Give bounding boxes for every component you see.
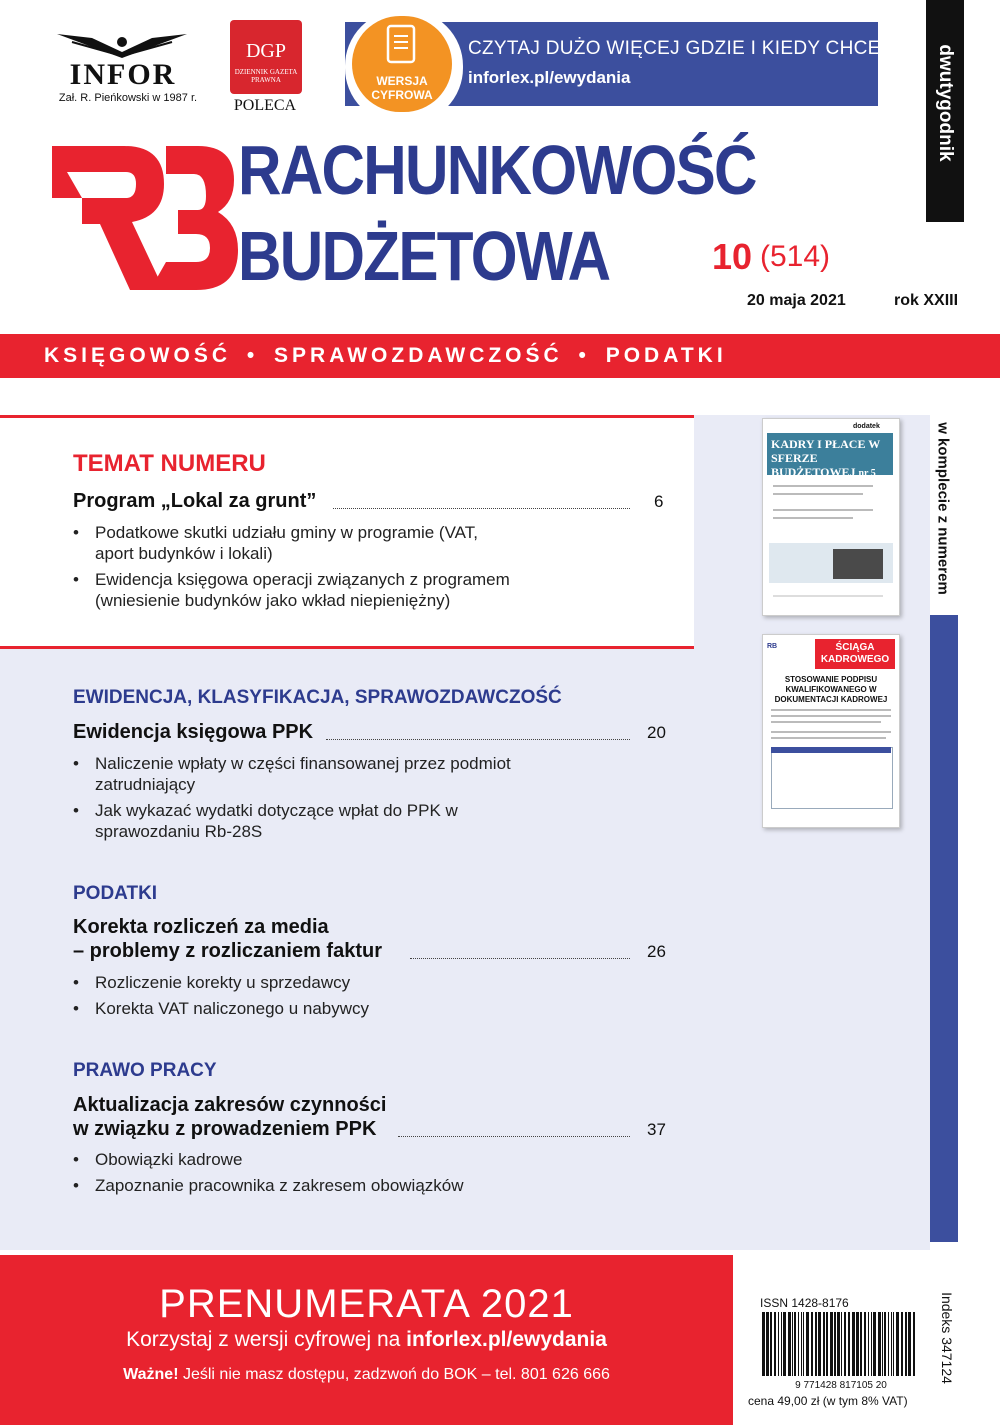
- barcode-bar: [882, 1312, 883, 1376]
- section-heading: PRAWO PRACY: [73, 1060, 217, 1081]
- thumb2-masthead: RB: [767, 643, 778, 650]
- magazine-title-line1: RACHUNKOWOŚĆ: [238, 131, 756, 209]
- barcode-bar: [798, 1312, 799, 1376]
- list-item: • Zapoznanie pracownika z zakresem obowiązków: [95, 1175, 575, 1196]
- page-number: 26: [647, 942, 666, 961]
- barcode-bar: [864, 1312, 866, 1376]
- supplement-promo-screen: [833, 549, 883, 579]
- article-title[interactable]: Ewidencja księgowa PPK: [73, 721, 314, 743]
- issn: ISSN 1428-8176: [760, 1296, 849, 1310]
- subscription-digital-prefix: Korzystaj z wersji cyfrowej na: [126, 1328, 407, 1351]
- barcode-bar: [891, 1312, 892, 1376]
- barcode-bar: [893, 1312, 894, 1376]
- toc-leader: [326, 739, 630, 740]
- supplement-thumbnail-sciaga[interactable]: [762, 634, 900, 828]
- frequency-label: dwutygodnik: [935, 44, 956, 162]
- barcode-bar: [868, 1312, 869, 1376]
- issue-year: rok XXIII: [894, 292, 959, 309]
- dgp-poleca: POLECA: [233, 97, 297, 114]
- supplement-title-text: KADRY I PŁACE W SFERZE BUDŻETOWEJ: [771, 437, 881, 479]
- section-heading: EWIDENCJA, KLASYFIKACJA, SPRAWOZDAWCZOŚĆ: [73, 687, 562, 708]
- supplement-table: [771, 747, 893, 809]
- toc-leader: [398, 1136, 630, 1137]
- barcode-bar: [860, 1312, 862, 1376]
- list-item: • Jak wykazać wydatki dotyczące wpłat do PPK w sprawozdaniu Rb-28S: [95, 800, 495, 842]
- barcode-bar: [841, 1312, 842, 1376]
- barcode-bar: [878, 1312, 881, 1376]
- barcode-bar: [794, 1312, 796, 1376]
- barcode: [760, 1312, 922, 1390]
- barcode-bar: [844, 1312, 846, 1376]
- price: cena 49,00 zł (w tym 8% VAT): [748, 1394, 908, 1408]
- subscription-note-text: Jeśli nie masz dostępu, zadzwoń do BOK – tel. 801 626 666: [178, 1366, 610, 1383]
- barcode-bar: [873, 1312, 876, 1376]
- toc-leader: [410, 958, 630, 959]
- barcode-bar: [901, 1312, 903, 1376]
- subscription-note-label: Ważne!: [123, 1366, 179, 1383]
- subscription-title: PRENUMERATA 2021: [159, 1282, 574, 1326]
- digital-badge-label: WERSJA CYFROWA: [371, 74, 433, 102]
- dgp-badge: [230, 20, 302, 94]
- index-number: Indeks 347124: [939, 1292, 955, 1384]
- barcode-bar: [781, 1312, 782, 1376]
- toc-leader: [333, 508, 630, 509]
- rb-logo-icon: [46, 140, 241, 300]
- issue-total: (514): [760, 240, 831, 273]
- list-item: • Ewidencja księgowa operacji związanych z programem (wniesienie budynków jako wkład niepieniężny): [95, 569, 575, 611]
- barcode-bar: [852, 1312, 855, 1376]
- list-item: • Podatkowe skutki udziału gminy w programie (VAT, aport budynków i lokali): [95, 522, 515, 564]
- subscription-digital: [0, 1328, 733, 1352]
- topics-text: KSIĘGOWOŚĆ • SPRAWOZDAWCZOŚĆ • PODATKI: [44, 344, 727, 367]
- barcode-bar: [792, 1312, 793, 1376]
- dgp-name: DZIENNIK GAZETA PRAWNA: [234, 68, 298, 84]
- barcode-bar: [811, 1312, 813, 1376]
- supplement-table-header: [771, 747, 891, 753]
- tablet-icon: [384, 24, 418, 64]
- supplement-thumbnail-kadry[interactable]: [762, 418, 900, 616]
- section-heading: TEMAT NUMERU: [73, 450, 266, 477]
- page-number: 6: [654, 492, 664, 511]
- section-heading: PODATKI: [73, 883, 158, 904]
- supplement-label: w komplecie z numerem: [934, 422, 952, 595]
- issue-number: 10: [712, 236, 753, 277]
- list-item: • Korekta VAT naliczonego u nabywcy: [95, 998, 495, 1019]
- barcode-bar: [913, 1312, 915, 1376]
- list-item: • Naliczenie wpłaty w części finansowanej przez podmiot zatrudniający: [95, 753, 585, 795]
- issue-date: 20 maja 2021: [747, 292, 846, 309]
- list-item: • Rozliczenie korekty u sprzedawcy: [95, 972, 495, 993]
- subscription-digital-link[interactable]: inforlex.pl/ewydania: [406, 1328, 607, 1351]
- article-title-line2[interactable]: – problemy z rozliczaniem faktur: [73, 940, 382, 962]
- barcode-bar: [908, 1312, 911, 1376]
- barcode-bar: [896, 1312, 899, 1376]
- infor-logo-text: INFOR: [69, 58, 177, 91]
- article-title-line1[interactable]: Korekta rozliczeń za media: [73, 916, 329, 938]
- article-title-line1[interactable]: Aktualizacja zakresów czynności: [73, 1094, 387, 1116]
- barcode-bar: [884, 1312, 886, 1376]
- barcode-bar: [778, 1312, 779, 1376]
- barcode-bar: [823, 1312, 825, 1376]
- barcode-digits: 9 771428 817105 20: [795, 1380, 887, 1390]
- barcode-bar: [834, 1312, 836, 1376]
- subscription-note: [0, 1366, 733, 1384]
- page-number: 37: [647, 1120, 666, 1139]
- barcode-bar: [783, 1312, 786, 1376]
- digital-headline: CZYTAJ DUŻO WIĘCEJ GDZIE I KIEDY CHCESZ: [468, 38, 906, 59]
- dgp-mark: DGP: [245, 40, 286, 62]
- barcode-bar: [770, 1312, 772, 1376]
- barcode-bar: [806, 1312, 809, 1376]
- barcode-bar: [848, 1312, 850, 1376]
- supplement-badge: ŚCIĄGA KADROWEGO: [815, 639, 895, 669]
- digital-link[interactable]: inforlex.pl/ewydania: [468, 68, 631, 87]
- magazine-title-line2: BUDŻETOWA: [238, 217, 610, 295]
- barcode-bar: [766, 1312, 769, 1376]
- supplement-title: STOSOWANIE PODPISU KWALIFIKOWANEGO W DOKUMENTACJI KADROWEJ: [774, 675, 888, 704]
- barcode-bar: [774, 1312, 776, 1376]
- barcode-bar: [830, 1312, 833, 1376]
- infor-subtitle: Zał. R. Pieńkowski w 1987 r.: [58, 92, 198, 104]
- article-title[interactable]: Program „Lokal za grunt”: [73, 490, 317, 512]
- barcode-bar: [888, 1312, 889, 1376]
- barcode-bar: [871, 1312, 872, 1376]
- list-item: • Obowiązki kadrowe: [95, 1149, 495, 1170]
- article-title-line2[interactable]: w związku z prowadzeniem PPK: [73, 1118, 377, 1140]
- barcode-bar: [762, 1312, 765, 1376]
- barcode-bar: [818, 1312, 821, 1376]
- barcode-bar: [826, 1312, 828, 1376]
- supplement-title: [767, 433, 893, 479]
- supplement-issue: nr 5: [858, 468, 876, 479]
- barcode-bar: [837, 1312, 840, 1376]
- barcode-bar: [856, 1312, 859, 1376]
- page-number: 20: [647, 723, 666, 742]
- infor-wing-icon: [52, 28, 192, 62]
- barcode-bar: [815, 1312, 817, 1376]
- barcode-bar: [905, 1312, 907, 1376]
- barcode-bar: [803, 1312, 804, 1376]
- barcode-bar: [788, 1312, 791, 1376]
- barcode-bar: [801, 1312, 802, 1376]
- supplement-tag: dodatek: [853, 423, 880, 430]
- frequency-tab: [926, 0, 964, 222]
